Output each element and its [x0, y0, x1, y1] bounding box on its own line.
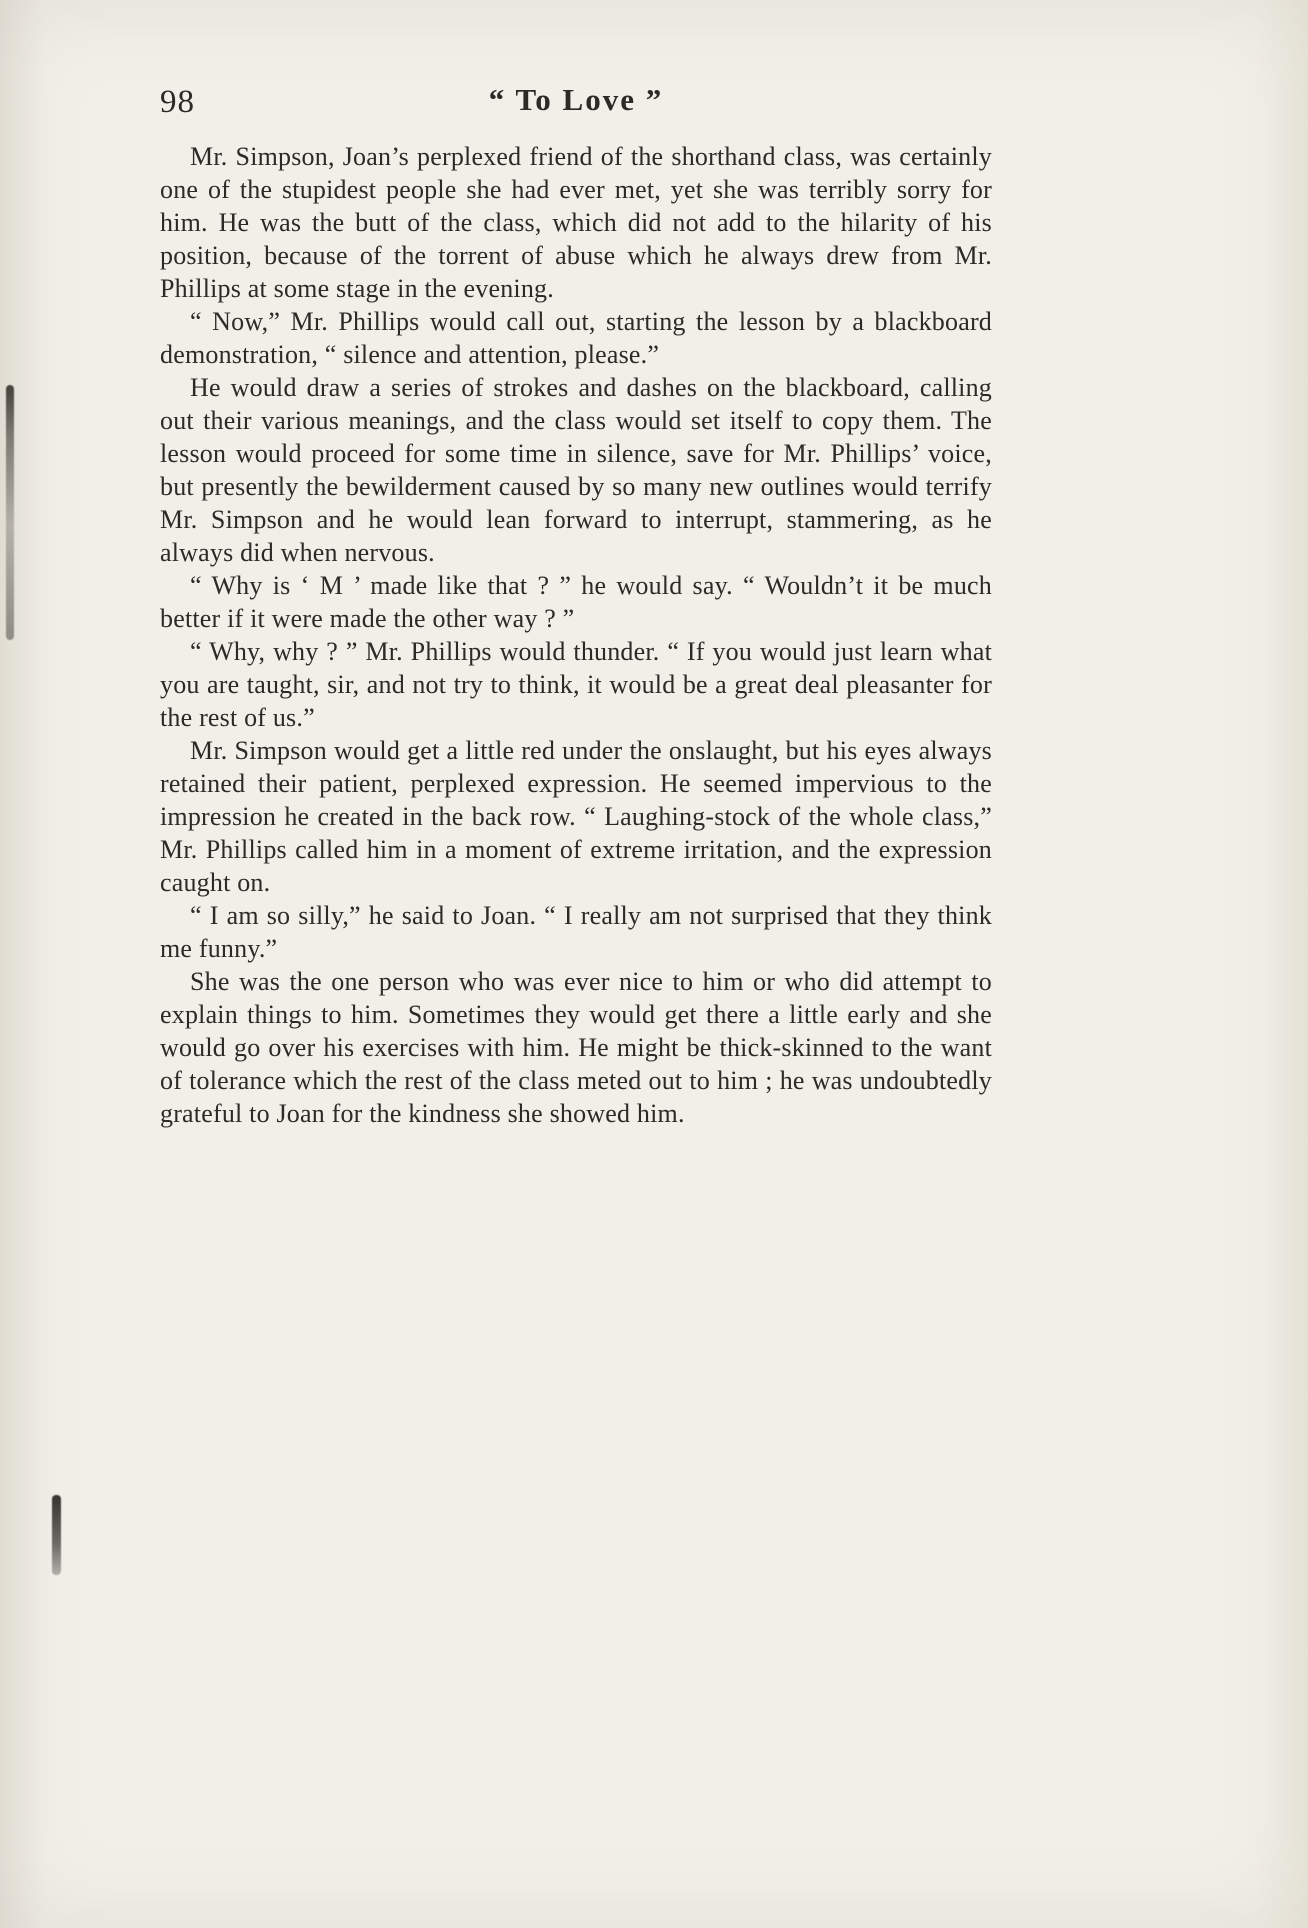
paragraph: “ Why, why ? ” Mr. Phillips would thunder. “ If you would just learn what you are taught, sir, and not try to think, it would be a great deal pleasanter for the rest of us.”: [160, 637, 992, 732]
paragraph: Mr. Simpson, Joan’s perplexed friend of the shorthand class, was certainly one of the stupidest people she had ever met, yet she was terribly sorry for him. He was the butt of the class, which did not add to the hilarity of his position, because of the torrent of abuse which he always drew from Mr. Phillips at some stage in the evening.: [160, 142, 992, 303]
page-header: [160, 82, 992, 126]
paragraph: “ Why is ‘ M ’ made like that ? ” he would say. “ Wouldn’t it be much better if it were made the other way ? ”: [160, 571, 992, 633]
paragraph: “ Now,” Mr. Phillips would call out, starting the lesson by a blackboard demonstration, “ silence and attention, please.”: [160, 307, 992, 369]
paragraph: She was the one person who was ever nice to him or who did attempt to explain things to him. Sometimes they would get there a little early and she would go over his exercises with him. He might be thick-skinned to the want of tolerance which the rest of the class meted out to him ; he was undoubtedly grateful to Joan for the kindness she showed him.: [160, 967, 992, 1128]
paragraph: Mr. Simpson would get a little red under the onslaught, but his eyes always retained their patient, perplexed expression. He seemed impervious to the impression he created in the back row. “ Laughing-stock of the whole class,” Mr. Phillips called him in a moment of extreme irritation, and the expression caught on.: [160, 736, 992, 897]
page-text: [160, 140, 992, 1130]
page-title: “ To Love ”: [488, 82, 664, 117]
paragraph: He would draw a series of strokes and dashes on the blackboard, calling out their various meanings, and the class would set itself to copy them. The lesson would proceed for some time in silence, save for Mr. Phillips’ voice, but presently the bewilderment caused by so many new outlines would terrify Mr. Simpson and he would lean forward to interrupt, stammering, as he always did when nervous.: [160, 373, 992, 567]
page-number: 98: [160, 84, 195, 120]
scan-artifact-bottom-left: [52, 1495, 61, 1575]
scan-artifact-left-edge: [6, 385, 14, 640]
paragraph: “ I am so silly,” he said to Joan. “ I really am not surprised that they think me funny.”: [160, 901, 992, 963]
